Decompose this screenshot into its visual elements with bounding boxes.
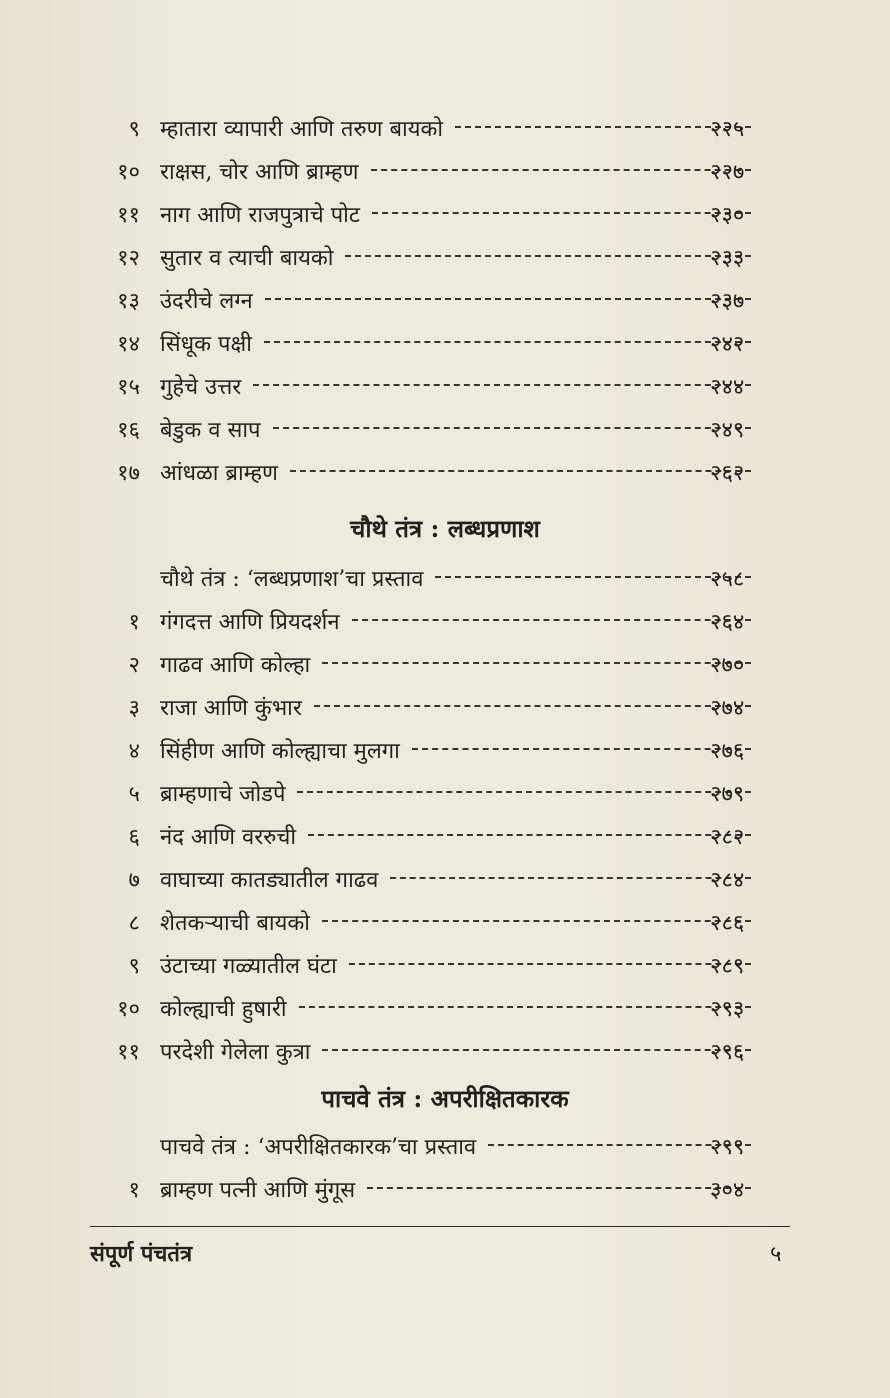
- toc-entry-number: ११: [117, 203, 140, 228]
- toc-section-5: [0, 1126, 890, 1212]
- toc-row: [0, 988, 890, 1031]
- toc-entry-page: २९३: [710, 997, 745, 1022]
- toc-row: [0, 558, 890, 601]
- toc-row: [0, 366, 890, 409]
- toc-entry-title: गंगदत्त आणि प्रियदर्शन: [160, 610, 340, 635]
- toc-entry: [160, 280, 755, 323]
- toc-entry-number: १०: [117, 997, 140, 1022]
- toc-section-3: [0, 108, 890, 495]
- toc-entry-page: २७४: [710, 696, 745, 721]
- toc-row: [0, 409, 890, 452]
- toc-entry-number: ३: [128, 696, 140, 721]
- toc-entry-number: ४: [128, 739, 140, 764]
- dotted-leader: [322, 662, 751, 664]
- dotted-leader: [371, 169, 751, 171]
- toc-entry-title: कोल्ह्याची हुषारी: [160, 997, 287, 1022]
- dotted-leader: [412, 748, 751, 750]
- toc-entry-title: नाग आणि राजपुत्राचे पोट: [160, 203, 360, 228]
- toc-entry-page: २९९: [710, 1135, 745, 1160]
- toc-entry-page: २४९: [710, 418, 745, 443]
- toc-entry-page: २८२: [710, 825, 745, 850]
- toc-row: [0, 816, 890, 859]
- toc-entry-title: सुतार व त्याची बायको: [160, 246, 334, 271]
- toc-entry-number: १: [128, 610, 140, 635]
- toc-entry-page: २३३: [710, 246, 745, 271]
- toc-entry-page: २८४: [710, 868, 745, 893]
- footer-divider: [90, 1226, 790, 1227]
- toc-entry: [160, 452, 755, 495]
- toc-entry: [160, 558, 755, 601]
- toc-row: [0, 773, 890, 816]
- dotted-leader: [367, 1187, 751, 1189]
- dotted-leader: [308, 834, 751, 836]
- dotted-leader: [299, 1006, 751, 1008]
- toc-entry-number: ९: [128, 117, 140, 142]
- toc-entry-number: १३: [117, 289, 140, 314]
- toc-row: [0, 1031, 890, 1074]
- toc-entry-number: १६: [117, 418, 140, 443]
- toc-row: [0, 323, 890, 366]
- toc-entry: [160, 601, 755, 644]
- dotted-leader: [314, 705, 751, 707]
- toc-entry-number: ५: [128, 782, 140, 807]
- toc-row: [0, 108, 890, 151]
- toc-entry-page: २७६: [710, 739, 745, 764]
- toc-entry-title: नंद आणि वररुची: [160, 825, 297, 850]
- toc-entry: [160, 1031, 755, 1074]
- toc-row: [0, 1169, 890, 1212]
- dotted-leader: [297, 791, 751, 793]
- toc-entry-number: ९: [128, 954, 140, 979]
- toc-entry-number: ११: [117, 1040, 140, 1065]
- toc-entry-page: २८९: [710, 954, 745, 979]
- toc-entry-page: ३०४: [710, 1178, 745, 1203]
- toc-entry-page: २७९: [710, 782, 745, 807]
- toc-row: [0, 280, 890, 323]
- toc-entry-title: गाढव आणि कोल्हा: [160, 653, 311, 678]
- toc-entry-number: १५: [117, 375, 140, 400]
- toc-entry-title: बेडुक व साप: [160, 418, 261, 443]
- toc-entry-title: राक्षस, चोर आणि ब्राम्हण: [160, 160, 359, 185]
- toc-row: [0, 644, 890, 687]
- toc-entry-number: १०: [117, 160, 140, 185]
- toc-entry: [160, 323, 755, 366]
- toc-section-4: [0, 558, 890, 1074]
- toc-entry-page: २६४: [710, 610, 745, 635]
- section-heading-5: पाचवे तंत्र : अपरीक्षितकारक: [321, 1084, 569, 1113]
- toc-entry-page: २४२: [710, 332, 745, 357]
- toc-row: [0, 452, 890, 495]
- toc-entry: [160, 859, 755, 902]
- toc-entry: [160, 687, 755, 730]
- toc-entry-title: ब्राम्हणाचे जोडपे: [160, 782, 286, 807]
- toc-entry-title: म्हातारा व्यापारी आणि तरुण बायको: [160, 117, 444, 142]
- toc-row: [0, 601, 890, 644]
- toc-entry-number: २: [128, 653, 140, 678]
- toc-entry-title: पाचवे तंत्र : ‘अपरीक्षितकारक’चा प्रस्ताव: [160, 1135, 477, 1160]
- toc-entry-page: २४४: [710, 375, 745, 400]
- toc-entry-title: गुहेचे उत्तर: [160, 375, 242, 400]
- toc-entry-page: २८६: [710, 911, 745, 936]
- dotted-leader: [349, 963, 751, 965]
- toc-row: [0, 730, 890, 773]
- dotted-leader: [455, 126, 751, 128]
- toc-entry: [160, 237, 755, 280]
- dotted-leader: [253, 384, 751, 386]
- toc-entry-number: १४: [117, 332, 140, 357]
- toc-entry-title: उंदरीचे लग्न: [160, 289, 253, 314]
- toc-entry: [160, 1126, 755, 1169]
- toc-entry-page: २२५: [710, 117, 745, 142]
- dotted-leader: [390, 877, 751, 879]
- toc-entry: [160, 816, 755, 859]
- toc-entry-page: २६२: [710, 461, 745, 486]
- toc-entry-number: १७: [117, 461, 140, 486]
- toc-entry-title: परदेशी गेलेला कुत्रा: [160, 1040, 311, 1065]
- toc-row: [0, 902, 890, 945]
- toc-row: [0, 237, 890, 280]
- dotted-leader: [264, 341, 751, 343]
- toc-entry: [160, 151, 755, 194]
- toc-entry-page: २३०: [710, 203, 745, 228]
- dotted-leader: [290, 470, 751, 472]
- dotted-leader: [322, 1049, 751, 1051]
- toc-entry: [160, 1169, 755, 1212]
- toc-entry-number: १: [128, 1178, 140, 1203]
- section-heading-4: चौथे तंत्र : लब्धप्रणाश: [350, 514, 540, 543]
- dotted-leader: [352, 619, 751, 621]
- toc-entry-title: आंधळा ब्राम्हण: [160, 461, 278, 486]
- toc-entry: [160, 194, 755, 237]
- toc-entry-page: २९६: [710, 1040, 745, 1065]
- toc-entry-number: ७: [128, 868, 140, 893]
- toc-row: [0, 194, 890, 237]
- toc-row: [0, 859, 890, 902]
- toc-entry: [160, 902, 755, 945]
- footer-page-number: ५: [770, 1242, 782, 1267]
- toc-row: [0, 945, 890, 988]
- toc-entry-number: १२: [117, 246, 140, 271]
- toc-entry-number: ६: [128, 825, 140, 850]
- toc-entry: [160, 773, 755, 816]
- toc-entry-title: राजा आणि कुंभार: [160, 696, 302, 721]
- toc-row: [0, 687, 890, 730]
- toc-entry: [160, 644, 755, 687]
- toc-entry-title: ब्राम्हण पत्नी आणि मुंगूस: [160, 1178, 356, 1203]
- toc-entry-page: २७०: [710, 653, 745, 678]
- dotted-leader: [435, 576, 751, 578]
- dotted-leader: [322, 920, 751, 922]
- toc-entry-title: सिंहीण आणि कोल्ह्याचा मुलगा: [160, 739, 400, 764]
- dotted-leader: [345, 255, 751, 257]
- toc-entry-title: शेतकऱ्याची बायको: [160, 911, 310, 936]
- toc-entry-page: २२७: [710, 160, 745, 185]
- toc-entry-title: चौथे तंत्र : ‘लब्धप्रणाश’चा प्रस्ताव: [160, 567, 424, 592]
- toc-entry: [160, 366, 755, 409]
- dotted-leader: [273, 427, 751, 429]
- dotted-leader: [265, 298, 751, 300]
- dotted-leader: [372, 212, 751, 214]
- toc-row: [0, 1126, 890, 1169]
- toc-entry: [160, 730, 755, 773]
- toc-entry-title: सिंधूक पक्षी: [160, 332, 252, 357]
- toc-entry-page: २५८: [710, 567, 745, 592]
- toc-entry: [160, 945, 755, 988]
- toc-entry: [160, 108, 755, 151]
- toc-entry-title: उंटाच्या गळ्यातील घंटा: [160, 954, 337, 979]
- toc-entry-number: ८: [128, 911, 140, 936]
- footer-book-title: संपूर्ण पंचतंत्र: [90, 1241, 193, 1267]
- toc-entry: [160, 409, 755, 452]
- toc-entry: [160, 988, 755, 1031]
- toc-entry-title: वाघाच्या कातड्यातील गाढव: [160, 868, 379, 893]
- toc-row: [0, 151, 890, 194]
- toc-entry-page: २३७: [710, 289, 745, 314]
